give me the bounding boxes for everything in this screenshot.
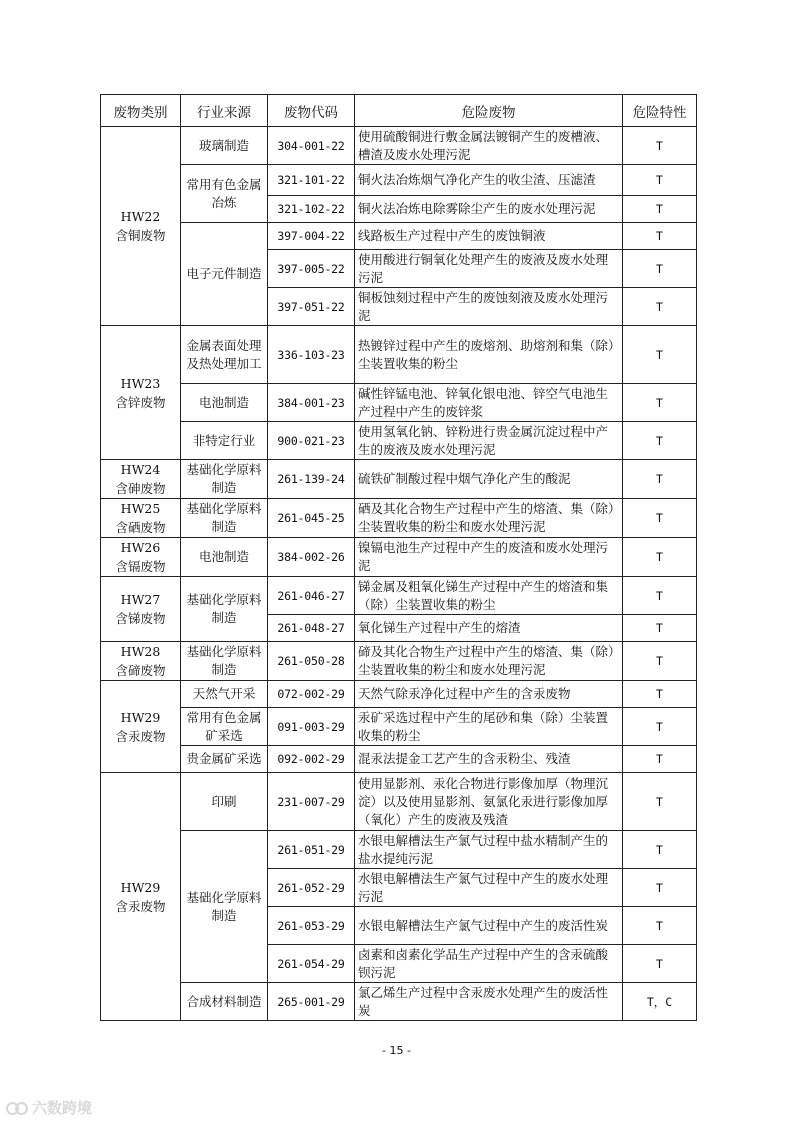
category-code: HW27 (120, 592, 161, 607)
waste-code-cell: 091-003-29 (268, 708, 355, 746)
hazard-property-cell: T (623, 945, 697, 983)
hazard-property-cell: T (623, 326, 697, 384)
industry-cell: 电子元件制造 (181, 223, 268, 326)
waste-description-cell: 硒及其化合物生产过程中产生的熔渣、集（除）尘装置收集的粉尘和废水处理污泥 (355, 499, 623, 538)
industry-cell: 合成材料制造 (181, 983, 268, 1021)
table-row (101, 223, 697, 250)
category-name: 含砷废物 (115, 481, 166, 496)
waste-code-cell: 900-021-23 (268, 422, 355, 460)
waste-code-cell: 384-001-23 (268, 384, 355, 422)
hazard-property-cell: T (623, 250, 697, 288)
waste-description-cell: 水银电解槽法生产氯气过程中产生的废活性炭 (355, 907, 623, 945)
hazard-property-cell: T (623, 831, 697, 869)
hazard-property-cell: T (623, 223, 697, 250)
waste-description-cell: 铜板蚀刻过程中产生的废蚀刻液及废水处理污泥 (355, 288, 623, 326)
industry-cell: 基础化学原料制造 (181, 499, 268, 538)
industry-cell: 基础化学原料制造 (181, 831, 268, 983)
waste-description-cell: 碱性锌锰电池、锌氧化银电池、锌空气电池生产过程中产生的废锌浆 (355, 384, 623, 422)
waste-code-cell: 261-046-27 (268, 577, 355, 615)
watermark (6, 1097, 92, 1118)
waste-description-cell: 水银电解槽法生产氯气过程中盐水精制产生的盐水提纯污泥 (355, 831, 623, 869)
industry-cell: 电池制造 (181, 384, 268, 422)
waste-description-cell: 使用硫酸铜进行敷金属法镀铜产生的废槽液、槽渣及废水处理污泥 (355, 127, 623, 165)
category-cell (101, 326, 181, 460)
waste-code-cell: 261-045-25 (268, 499, 355, 538)
waste-description-cell: 卤素和卤素化学品生产过程中产生的含汞硫酸钡污泥 (355, 945, 623, 983)
waste-description-cell: 水银电解槽法生产氯气过程中产生的废水处理污泥 (355, 869, 623, 907)
waste-description-cell: 锑金属及粗氧化锑生产过程中产生的熔渣和集（除）尘装置收集的粉尘 (355, 577, 623, 615)
hazard-property-cell: T (623, 422, 697, 460)
waste-code-cell: 321-102-22 (268, 196, 355, 223)
hazardous-waste-table (100, 94, 697, 1021)
waste-description-cell: 使用酸进行铜氧化处理产生的废液及废水处理污泥 (355, 250, 623, 288)
category-cell (101, 499, 181, 538)
header-industry: 行业来源 (181, 95, 268, 127)
hazard-property-cell: T (623, 165, 697, 196)
industry-cell: 基础化学原料制造 (181, 577, 268, 642)
table-row (101, 577, 697, 615)
waste-code-cell: 261-053-29 (268, 907, 355, 945)
industry-cell: 常用有色金属矿采选 (181, 708, 268, 746)
table-row (101, 326, 697, 384)
industry-cell: 天然气开采 (181, 681, 268, 708)
industry-cell: 贵金属矿采选 (181, 746, 268, 773)
waste-code-cell: 384-002-26 (268, 538, 355, 577)
waste-description-cell: 天然气除汞净化过程中产生的含汞废物 (355, 681, 623, 708)
industry-cell: 玻璃制造 (181, 127, 268, 165)
waste-code-cell: 261-052-29 (268, 869, 355, 907)
header-waste: 危险废物 (355, 95, 623, 127)
category-cell (101, 460, 181, 499)
waste-description-cell: 使用氢氧化钠、锌粉进行贵金属沉淀过程中产生的废液及废水处理污泥 (355, 422, 623, 460)
category-cell (101, 773, 181, 1021)
industry-cell: 常用有色金属冶炼 (181, 165, 268, 223)
waste-code-cell: 261-050-28 (268, 642, 355, 681)
category-name: 含锑废物 (115, 611, 166, 626)
table-row (101, 708, 697, 746)
waste-description-cell: 汞矿采选过程中产生的尾砂和集（除）尘装置收集的粉尘 (355, 708, 623, 746)
table-row (101, 642, 697, 681)
category-name: 含汞废物 (115, 728, 166, 744)
table-row (101, 499, 697, 538)
hazard-property-cell: T (623, 708, 697, 746)
hazard-property-cell: T (623, 615, 697, 642)
category-name: 含汞废物 (115, 898, 166, 914)
category-cell (101, 681, 181, 773)
table-row (101, 165, 697, 196)
industry-cell: 印刷 (181, 773, 268, 831)
table-row (101, 127, 697, 165)
waste-code-cell: 231-007-29 (268, 773, 355, 831)
hazard-property-cell: T (623, 642, 697, 681)
header-code: 废物代码 (268, 95, 355, 127)
table-row (101, 831, 697, 869)
industry-cell: 基础化学原料制造 (181, 460, 268, 499)
table-row (101, 681, 697, 708)
table-row (101, 422, 697, 460)
waste-code-cell: 397-004-22 (268, 223, 355, 250)
waste-code-cell: 321-101-22 (268, 165, 355, 196)
table-row (101, 746, 697, 773)
hazard-property-cell: T (623, 538, 697, 577)
category-name: 含铜废物 (115, 228, 166, 243)
table-row (101, 384, 697, 422)
waste-code-cell: 261-051-29 (268, 831, 355, 869)
waste-description-cell: 硫铁矿制酸过程中烟气净化产生的酸泥 (355, 460, 623, 499)
hazard-property-cell: T (623, 127, 697, 165)
hazard-property-cell: T (623, 907, 697, 945)
category-name: 含镉废物 (115, 559, 166, 574)
category-code: HW26 (120, 540, 161, 555)
waste-code-cell: 092-002-29 (268, 746, 355, 773)
waste-code-cell: 265-001-29 (268, 983, 355, 1021)
page-number: - 15 - (382, 1044, 411, 1057)
category-cell (101, 642, 181, 681)
waste-code-cell: 304-001-22 (268, 127, 355, 165)
waste-description-cell: 使用显影剂、汞化合物进行影像加厚（物理沉淀）以及使用显影剂、氨氯化汞进行影像加厚（氧化）产生的废液及残渣 (355, 773, 623, 831)
hazard-property-cell: T (623, 577, 697, 615)
hazard-property-cell: T (623, 773, 697, 831)
header-category: 废物类别 (101, 95, 181, 127)
waste-description-cell: 氧化锑生产过程中产生的熔渣 (355, 615, 623, 642)
table-row (101, 460, 697, 499)
industry-cell: 基础化学原料制造 (181, 642, 268, 681)
category-name: 含碲废物 (115, 663, 166, 678)
category-cell (101, 577, 181, 642)
waste-description-cell: 铜火法冶炼电除雾除尘产生的废水处理污泥 (355, 196, 623, 223)
category-cell (101, 127, 181, 326)
waste-code-cell: 261-054-29 (268, 945, 355, 983)
table-body (101, 127, 697, 1021)
industry-cell: 电池制造 (181, 538, 268, 577)
hazard-property-cell: T (623, 499, 697, 538)
waste-description-cell: 氯乙烯生产过程中含汞废水处理产生的废活性炭 (355, 983, 623, 1021)
hazard-property-cell: T (623, 746, 697, 773)
waste-description-cell: 碲及其化合物生产过程中产生的熔渣、集（除）尘装置收集的粉尘和废水处理污泥 (355, 642, 623, 681)
table-row (101, 538, 697, 577)
waste-description-cell: 线路板生产过程中产生的废蚀铜液 (355, 223, 623, 250)
table-row (101, 773, 697, 831)
waste-code-cell: 397-005-22 (268, 250, 355, 288)
category-code: HW29 (120, 879, 161, 895)
table-header-row (101, 95, 697, 127)
waste-code-cell: 336-103-23 (268, 326, 355, 384)
industry-cell: 金属表面处理及热处理加工 (181, 326, 268, 384)
category-code: HW28 (120, 644, 161, 659)
category-cell (101, 538, 181, 577)
waste-code-cell: 072-002-29 (268, 681, 355, 708)
waste-description-cell: 铜火法冶炼烟气净化产生的收尘渣、压滤渣 (355, 165, 623, 196)
waste-description-cell: 混汞法提金工艺产生的含汞粉尘、残渣 (355, 746, 623, 773)
waste-code-cell: 261-139-24 (268, 460, 355, 499)
hazard-property-cell: T (623, 869, 697, 907)
waste-description-cell: 热镀锌过程中产生的废熔剂、助熔剂和集（除）尘装置收集的粉尘 (355, 326, 623, 384)
hazard-property-cell: T (623, 288, 697, 326)
watermark-text: 六数跨境 (32, 1099, 93, 1117)
category-code: HW29 (120, 709, 161, 725)
watermark-logo-icon (6, 1101, 28, 1115)
header-property: 危险特性 (623, 95, 697, 127)
hazard-property-cell: T (623, 681, 697, 708)
category-code: HW23 (120, 375, 161, 391)
hazard-property-cell: T，C (623, 983, 697, 1021)
category-code: HW24 (120, 462, 161, 477)
category-code: HW22 (120, 209, 161, 224)
industry-cell: 非特定行业 (181, 422, 268, 460)
hazard-property-cell: T (623, 460, 697, 499)
waste-description-cell: 镍镉电池生产过程中产生的废渣和废水处理污泥 (355, 538, 623, 577)
waste-code-cell: 261-048-27 (268, 615, 355, 642)
waste-code-cell: 397-051-22 (268, 288, 355, 326)
table-row (101, 983, 697, 1021)
hazard-property-cell: T (623, 196, 697, 223)
hazard-property-cell: T (623, 384, 697, 422)
category-name: 含锌废物 (115, 394, 166, 410)
category-code: HW25 (120, 501, 161, 516)
category-name: 含硒废物 (115, 520, 166, 535)
